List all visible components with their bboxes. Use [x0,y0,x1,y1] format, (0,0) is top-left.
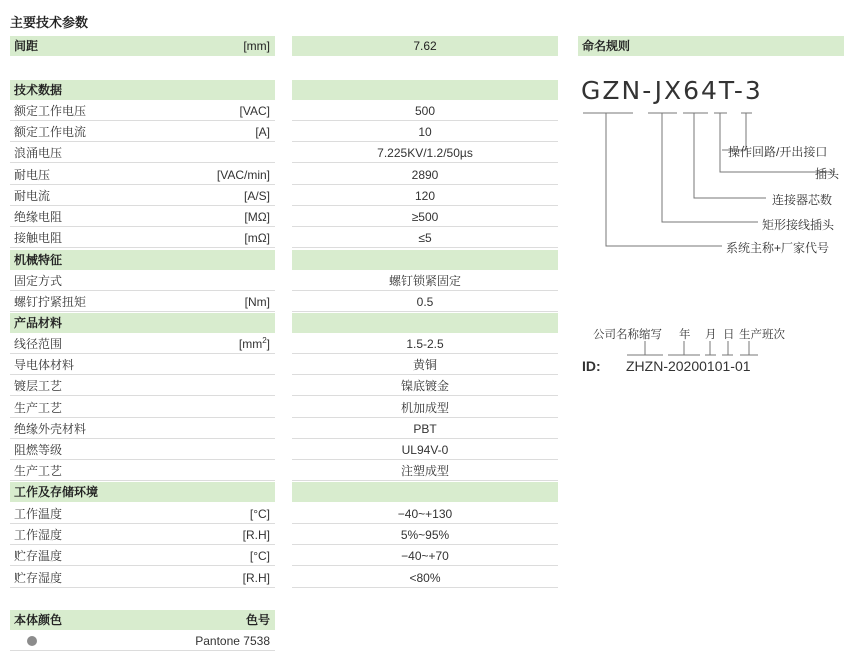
section-title: 技术数据 [14,83,63,97]
naming-label-type: 矩形接线插头 [762,218,835,232]
param-unit: [A] [255,125,270,140]
naming-label-pins: 连接器芯数 [772,193,833,207]
param-label: 耐电压 [14,167,51,182]
param-label: 固定方式 [14,274,63,288]
param-label: 镀层工艺 [14,379,63,394]
pitch-value: 7.62 [292,36,558,56]
param-label: 接触电阻 [14,231,63,246]
param-label: 绝缘电阻 [14,210,63,224]
naming-label-circuit: 操作回路/开出接口 [728,145,828,159]
param-unit: [A/S] [243,188,270,203]
param-label: 工作温度 [14,507,63,521]
param-unit-exponent: 2 [262,336,267,345]
section-title: 产品材料 [14,316,63,330]
id-prefix: ID: [582,358,601,374]
param-label: 绝缘外壳材料 [14,421,87,436]
param-label: 贮存温度 [14,549,63,564]
param-label: 耐电流 [14,188,51,203]
color-code-header: 色号 [245,613,270,627]
param-value: 镍底镀金 [292,376,558,396]
param-label: 浪涌电压 [14,146,63,161]
section-title: 工作及存储环境 [14,485,99,499]
param-label: 螺钉拧紧扭矩 [14,295,87,310]
param-label: 额定工作电压 [14,104,87,118]
param-label: 线径范围 [14,337,63,351]
param-value: 黄铜 [292,355,558,375]
param-value: <80% [292,568,558,588]
param-value: 120 [292,186,558,206]
pitch-label: 间距 [14,39,39,53]
param-value: ≥500 [292,207,558,227]
param-unit: [R.H] [242,528,270,543]
param-label: 贮存湿度 [14,570,63,585]
param-unit: [Nm] [244,295,270,310]
param-label: 生产工艺 [14,400,63,415]
naming-rule-title: 命名规则 [582,39,631,53]
param-unit-base: [mm [238,337,263,351]
param-value: ≤5 [292,228,558,248]
pitch-unit: [mm] [243,39,270,53]
param-value: 0.5 [292,292,558,312]
id-label-month: 月 [705,329,717,341]
param-value: 10 [292,122,558,142]
param-label: 导电体材料 [14,358,75,373]
param-value: −40~+70 [292,546,558,566]
param-value: 注塑成型 [292,461,558,481]
param-unit-end: ] [266,337,270,351]
param-unit: [mΩ] [244,231,270,246]
param-label: 生产工艺 [14,464,63,479]
param-value: 5%~95% [292,525,558,545]
param-unit: [VAC/min] [216,167,270,182]
param-value: 7.225KV/1.2/50µs [292,143,558,163]
param-unit: [°C] [249,507,270,521]
id-label-day: 日 [723,329,735,341]
id-label-year: 年 [679,329,691,341]
param-label: 阻燃等级 [14,443,63,457]
param-value: 螺钉锁紧固定 [292,271,558,291]
param-value: UL94V-0 [292,440,558,460]
id-label-shift: 生产班次 [739,329,785,341]
page-title: 主要技术参数 [10,15,89,30]
param-value: 500 [292,101,558,121]
color-code: Pantone 7538 [195,634,270,648]
naming-label-system: 系统主称+厂家代号 [726,241,830,255]
param-label: 工作湿度 [14,528,63,543]
section-title: 机械特征 [14,253,63,267]
param-unit: [MΩ] [244,210,270,224]
param-value: PBT [292,419,558,439]
id-code: ZHZN-20200101-01 [626,358,751,374]
section-title: 本体颜色 [14,613,63,627]
id-label-company: 公司名称缩写 [593,329,662,341]
param-value: 2890 [292,165,558,185]
param-unit: [R.H] [242,570,270,585]
param-value: 机加成型 [292,398,558,418]
param-label: 额定工作电流 [14,125,87,140]
param-unit: [VAC] [239,104,270,118]
naming-label-plug: 插头 [815,167,840,181]
param-unit: [°C] [249,549,270,564]
naming-code: GZN-JX64T-3 [581,76,763,105]
param-value: −40~+130 [292,504,558,524]
param-value: 1.5-2.5 [292,334,558,354]
